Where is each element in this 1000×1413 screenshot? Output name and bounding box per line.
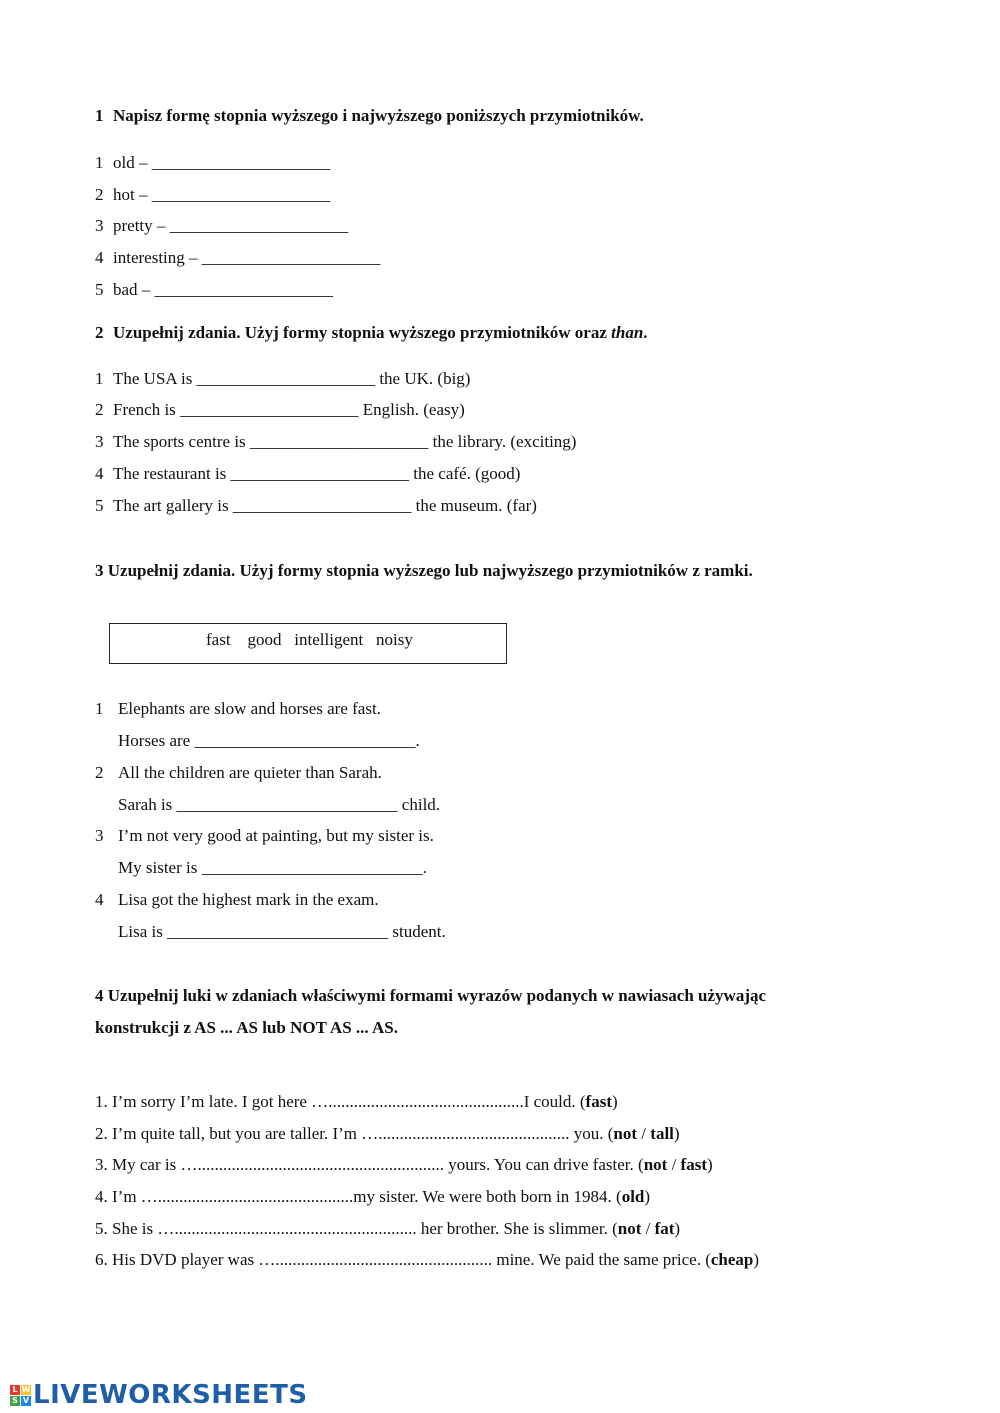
item-sentence: All the children are quieter than Sarah.	[118, 763, 382, 782]
hint-word: not	[613, 1124, 638, 1143]
s3-item-2-sentence	[95, 763, 382, 783]
section-1-heading-text: Napisz formę stopnia wyższego i najwyższego poniższych przymiotników.	[113, 106, 644, 125]
item-close: )	[612, 1092, 618, 1111]
hint-word: not	[617, 1219, 642, 1238]
s2-item-5	[95, 496, 537, 516]
section-3-heading: 3 Uzupełnij zdania. Użyj formy stopnia wyższego lub najwyższego przymiotników z ramki.	[95, 561, 753, 580]
item-text: The art gallery is _____________________ the museum. (far)	[113, 496, 537, 515]
hint-word: old	[621, 1187, 645, 1206]
s3-item-3-answer: My sister is __________________________.	[118, 858, 427, 877]
s3-item-1-answer: Horses are __________________________.	[118, 731, 420, 750]
logo-square: S	[10, 1396, 20, 1406]
item-text: 1. I’m sorry I’m late. I got here …..............................................I could. (	[95, 1092, 586, 1111]
section-4-heading-line-2: konstrukcji z AS ... AS lub NOT AS ... AS.	[95, 1018, 398, 1037]
item-number: 4	[95, 464, 104, 483]
s3-item-1-sentence	[95, 699, 381, 719]
s4-item-3	[95, 1155, 713, 1175]
s3-item-2-answer: Sarah is __________________________ child.	[118, 795, 441, 814]
item-text: pretty – _____________________	[113, 216, 349, 235]
s2-item-1	[95, 369, 470, 389]
section-1-number: 1	[95, 106, 104, 125]
logo-square: V	[22, 1395, 30, 1405]
word-box-words: fast good intelligent noisy	[206, 630, 413, 649]
item-sentence: I’m not very good at painting, but my sister is.	[118, 826, 434, 845]
item-text: The sports centre is _____________________ the library. (exciting)	[113, 432, 577, 451]
s2-item-3	[95, 432, 576, 452]
logo-square: W	[21, 1384, 31, 1394]
item-number: 2	[95, 763, 104, 782]
logo-square: L	[10, 1385, 20, 1395]
hint-separator: /	[637, 1124, 651, 1143]
item-number: 5	[95, 496, 104, 515]
logo-text: LIVEWORKSHEETS	[33, 1380, 308, 1410]
hint-word: fast	[585, 1092, 612, 1111]
section-2-number: 2	[95, 323, 104, 342]
hint-separator: /	[667, 1155, 681, 1174]
item-close: )	[674, 1219, 681, 1238]
s4-item-4	[95, 1187, 650, 1207]
section-2-heading-italic: than	[611, 323, 644, 342]
item-number: 3	[95, 216, 104, 235]
section-2-heading-end: .	[643, 323, 648, 342]
item-number: 4	[95, 248, 104, 267]
item-sentence: Elephants are slow and horses are fast.	[118, 699, 381, 718]
item-close: )	[707, 1155, 713, 1174]
s4-item-2	[95, 1124, 680, 1144]
item-number: 1	[95, 369, 104, 388]
hint-separator: /	[641, 1219, 655, 1238]
item-close: )	[753, 1250, 760, 1269]
item-close: )	[673, 1124, 680, 1143]
item-number: 3	[95, 432, 104, 451]
s2-item-4	[95, 464, 520, 484]
s1-item-3	[95, 216, 348, 236]
section-4-heading-line-1: 4 Uzupełnij luki w zdaniach właściwymi formami wyrazów podanych w nawiasach używając	[95, 986, 767, 1005]
word-box	[109, 623, 507, 664]
item-text: 4. I’m …..............................................my sister. We were both born in 1984. (	[95, 1187, 622, 1206]
hint-word: fat	[654, 1219, 675, 1238]
s3-item-4-sentence	[95, 890, 379, 910]
hint-word: not	[643, 1155, 668, 1174]
s1-item-1	[95, 153, 330, 173]
hint-word: cheap	[710, 1250, 754, 1269]
s1-item-4	[95, 248, 380, 268]
s1-item-2	[95, 185, 330, 205]
item-number: 3	[95, 826, 104, 845]
item-number: 1	[95, 699, 104, 718]
item-number: 1	[95, 153, 104, 172]
item-text: 5. She is …......................................................... her brother. She is slimmer. (	[95, 1219, 618, 1238]
item-sentence: Lisa got the highest mark in the exam.	[118, 890, 379, 909]
item-text: 2. I’m quite tall, but you are taller. I’m …............................................. you. (	[95, 1124, 614, 1143]
s1-item-5	[95, 280, 333, 300]
item-text: 3. My car is ….......................................................... yours. You can drive faster. (	[95, 1155, 644, 1174]
item-text: interesting – _____________________	[113, 248, 381, 267]
item-number: 2	[95, 185, 104, 204]
item-text: French is _____________________ English. (easy)	[113, 400, 465, 419]
liveworksheets-logo	[10, 1380, 308, 1410]
section-2-heading-text: Uzupełnij zdania. Użyj formy stopnia wyższego przymiotników oraz	[113, 323, 612, 342]
section-2-heading	[95, 323, 648, 343]
s3-item-3-sentence	[95, 826, 434, 846]
section-1-heading	[95, 106, 644, 126]
item-number: 5	[95, 280, 104, 299]
s4-item-6	[95, 1250, 759, 1270]
logo-squares-icon	[10, 1385, 31, 1406]
item-text: old – _____________________	[113, 153, 331, 172]
item-close: )	[644, 1187, 651, 1206]
s2-item-2	[95, 400, 465, 420]
item-text: bad – _____________________	[113, 280, 334, 299]
hint-word: tall	[650, 1124, 674, 1143]
item-text: hot – _____________________	[113, 185, 331, 204]
item-number: 2	[95, 400, 104, 419]
item-text: 6. His DVD player was …................................................... mine. We paid the same price. (	[95, 1250, 711, 1269]
item-text: The USA is _____________________ the UK. (big)	[113, 369, 471, 388]
s4-item-5	[95, 1219, 680, 1239]
item-text: The restaurant is _____________________ the café. (good)	[113, 464, 521, 483]
s4-item-1	[95, 1092, 618, 1112]
hint-word: fast	[680, 1155, 707, 1174]
s3-item-4-answer: Lisa is __________________________ student.	[118, 922, 446, 941]
item-number: 4	[95, 890, 104, 909]
